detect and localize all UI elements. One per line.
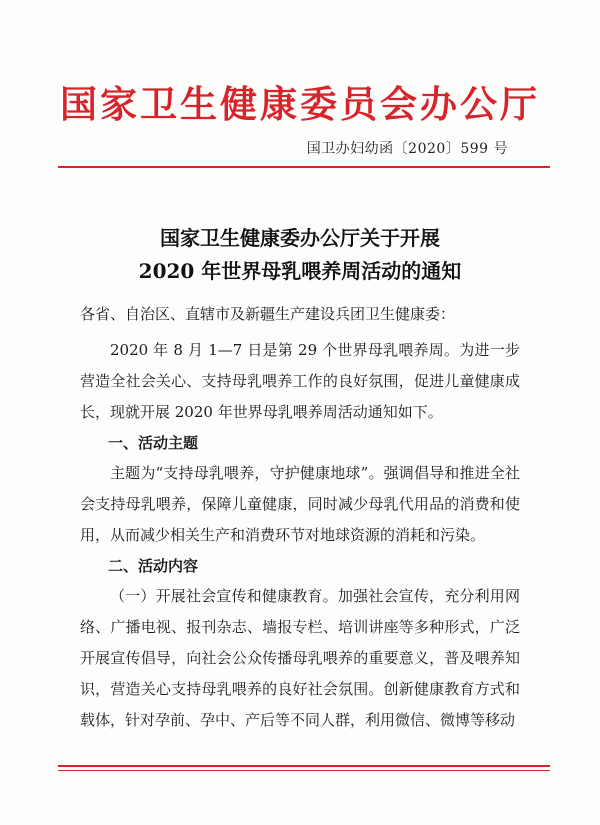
salutation: 各省、自治区、直辖市及新疆生产建设兵团卫生健康委： <box>80 305 456 323</box>
section-heading-content: 二、活动内容 <box>108 557 199 575</box>
content-paragraph-1: （一）开展社会宣传和健康教育。加强社会宣传，充分利用网络、广播电视、报刊杂志、墙报专栏、培训讲座等多种形式，广泛开展宣传倡导，向社会公众传播母乳喂养的重要意义，普及喂养知识，营造关心支持母乳喂养的良好社会氛围。创新健康教育方式和载体，针对孕前、孕中、产后等不同人群，利用微信、微博等移动 <box>80 587 520 729</box>
section-heading-theme: 一、活动主题 <box>108 434 199 452</box>
header-divider <box>58 166 550 168</box>
organization-header: 国家卫生健康委员会办公厅 <box>60 83 540 126</box>
document-number: 国卫办妇幼函〔2020〕599 号 <box>306 141 508 157</box>
theme-paragraph: 主题为“支持母乳喂养，守护健康地球”。强调倡导和推进全社会支持母乳喂养，保障儿童健康，同时减少母乳代用品的消费和使用，从而减少相关生产和消费环节对地球资源的消耗和污染。 <box>80 464 520 544</box>
title-line-1: 国家卫生健康委办公厅关于开展 <box>160 226 440 250</box>
intro-paragraph: 2020 年 8 月 1—7 日是第 29 个世界母乳喂养周。为进一步营造全社会关心、支持母乳喂养工作的良好氛围，促进儿童健康成长，现就开展 2020 年世界母乳喂养周活动通知如下。 <box>80 341 520 421</box>
document-title <box>0 222 600 288</box>
footer-divider-thin <box>58 770 550 771</box>
title-line-2: 2020 年世界母乳喂养周活动的通知 <box>138 259 462 283</box>
footer-divider-thick <box>58 765 550 767</box>
